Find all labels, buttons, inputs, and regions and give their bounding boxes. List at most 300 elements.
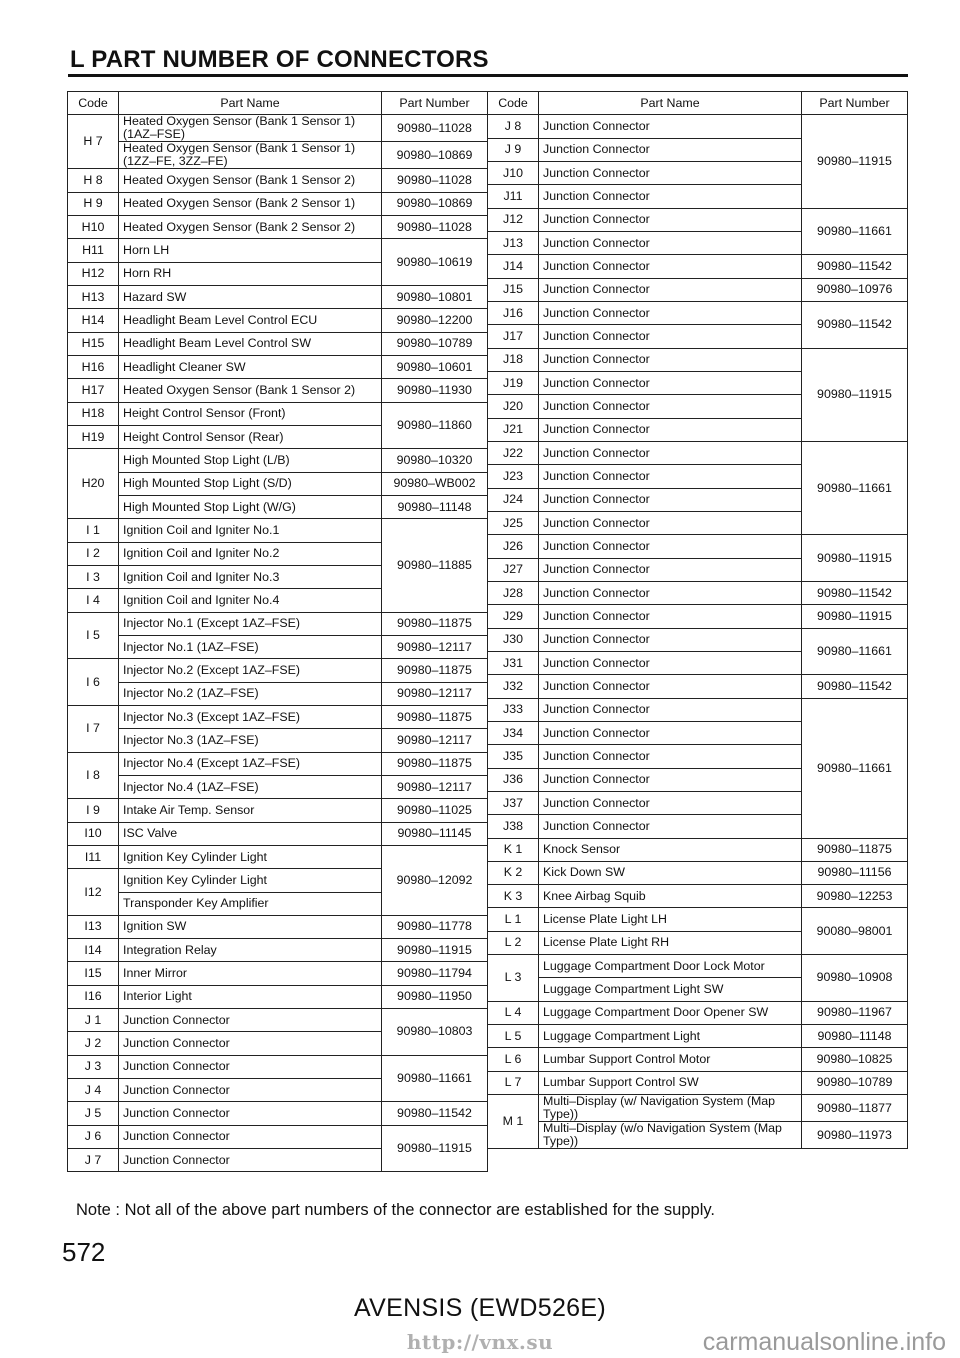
cell-part-name: High Mounted Stop Light (S/D)	[119, 472, 382, 495]
header-part-name: Part Name	[119, 92, 382, 115]
header-part-name: Part Name	[539, 92, 802, 115]
cell-part-name: License Plate Light LH	[539, 908, 802, 931]
table-row	[68, 519, 488, 542]
cell-code: H14	[68, 309, 119, 332]
cell-part-number: 90080–98001	[802, 908, 908, 955]
cell-part-number: 90980–11028	[382, 115, 488, 142]
cell-part-name: Junction Connector	[539, 651, 802, 674]
cell-code: J 4	[68, 1079, 119, 1102]
cell-part-number: 90980–11028	[382, 169, 488, 192]
cell-part-number: 90980–WB002	[382, 472, 488, 495]
cell-code: I12	[68, 869, 119, 916]
cell-code: J 2	[68, 1032, 119, 1055]
cell-part-name: Junction Connector	[539, 115, 802, 138]
cell-code: J 7	[68, 1149, 119, 1172]
cell-part-name: Multi–Display (w/ Navigation System (Map Type))	[539, 1095, 802, 1122]
table-row	[68, 192, 488, 215]
cell-part-name: Headlight Beam Level Control ECU	[119, 309, 382, 332]
table-row	[68, 939, 488, 962]
table-row	[68, 142, 488, 169]
cell-code: J18	[488, 348, 539, 371]
table-row	[488, 1095, 908, 1122]
cell-code: L 3	[488, 955, 539, 1002]
cell-part-number: 90980–11877	[802, 1095, 908, 1122]
cell-part-name: Junction Connector	[539, 605, 802, 628]
cell-code: L 7	[488, 1071, 539, 1094]
cell-part-name: Injector No.4 (Except 1AZ–FSE)	[119, 752, 382, 775]
cell-code: J 6	[68, 1125, 119, 1148]
table-row	[488, 1025, 908, 1048]
cell-part-name: Headlight Cleaner SW	[119, 355, 382, 378]
cell-part-name: Lumbar Support Control SW	[539, 1071, 802, 1094]
cell-code: I 3	[68, 565, 119, 588]
cell-part-number: 90980–10789	[802, 1071, 908, 1094]
cell-code: J35	[488, 745, 539, 768]
table-row	[68, 752, 488, 775]
cell-part-name: Ignition Coil and Igniter No.1	[119, 519, 382, 542]
table-row	[68, 472, 488, 495]
cell-code: I 8	[68, 752, 119, 799]
table-row	[488, 861, 908, 884]
table-row	[68, 729, 488, 752]
cell-part-name: ISC Valve	[119, 822, 382, 845]
cell-code: J34	[488, 721, 539, 744]
cell-part-name: Heated Oxygen Sensor (Bank 1 Sensor 2)	[119, 379, 382, 402]
cell-part-name: Horn RH	[119, 262, 382, 285]
cell-code: J28	[488, 581, 539, 604]
cell-code: J26	[488, 535, 539, 558]
cell-part-number: 90980–12253	[802, 885, 908, 908]
cell-part-name: High Mounted Stop Light (L/B)	[119, 449, 382, 472]
cell-code: L 6	[488, 1048, 539, 1071]
table-row	[488, 278, 908, 301]
cell-part-name: Ignition SW	[119, 915, 382, 938]
table-row	[68, 115, 488, 142]
cell-code: J17	[488, 325, 539, 348]
cell-part-number: 90980–10619	[382, 239, 488, 286]
table-row	[68, 845, 488, 868]
table-row	[488, 1001, 908, 1024]
cell-code: K 1	[488, 838, 539, 861]
cell-part-number: 90980–10869	[382, 142, 488, 169]
cell-part-name: Junction Connector	[119, 1125, 382, 1148]
page-title: L PART NUMBER OF CONNECTORS	[70, 46, 489, 73]
cell-part-name: Lumbar Support Control Motor	[539, 1048, 802, 1071]
cell-part-name: Multi–Display (w/o Navigation System (Map Type))	[539, 1122, 802, 1149]
cell-code: I 6	[68, 659, 119, 706]
table-row	[68, 1102, 488, 1125]
cell-code: J12	[488, 208, 539, 231]
cell-part-number: 90980–11028	[382, 215, 488, 238]
cell-part-number: 90980–11973	[802, 1122, 908, 1149]
cell-part-number: 90980–11661	[802, 441, 908, 534]
cell-part-number: 90980–10825	[802, 1048, 908, 1071]
cell-part-name: Ignition Key Cylinder Light	[119, 845, 382, 868]
cell-part-number: 90980–11542	[802, 255, 908, 278]
cell-part-name: Junction Connector	[119, 1055, 382, 1078]
table-row	[68, 659, 488, 682]
table-row	[488, 628, 908, 651]
table-row	[488, 838, 908, 861]
table-row	[68, 985, 488, 1008]
cell-part-name: Knee Airbag Squib	[539, 885, 802, 908]
cell-part-name: Junction Connector	[539, 231, 802, 254]
cell-part-number: 90980–12117	[382, 775, 488, 798]
cell-part-name: Height Control Sensor (Front)	[119, 402, 382, 425]
cell-code: J 1	[68, 1009, 119, 1032]
cell-code: J24	[488, 488, 539, 511]
cell-code: J 9	[488, 138, 539, 161]
cell-code: J14	[488, 255, 539, 278]
cell-code: I 4	[68, 589, 119, 612]
cell-part-name: Junction Connector	[539, 675, 802, 698]
table-row	[68, 449, 488, 472]
cell-part-number: 90980–11661	[802, 698, 908, 838]
cell-code: H 9	[68, 192, 119, 215]
cell-code: I16	[68, 985, 119, 1008]
cell-part-number: 90980–11542	[802, 301, 908, 348]
cell-part-number: 90980–10801	[382, 285, 488, 308]
cell-part-name: High Mounted Stop Light (W/G)	[119, 495, 382, 518]
cell-part-name: Junction Connector	[539, 721, 802, 744]
table-row	[488, 605, 908, 628]
cell-part-name: Heated Oxygen Sensor (Bank 1 Sensor 1) (1ZZ–FE, 3ZZ–FE)	[119, 142, 382, 169]
table-row	[68, 1055, 488, 1078]
cell-part-name: Injector No.1 (Except 1AZ–FSE)	[119, 612, 382, 635]
cell-code: I 1	[68, 519, 119, 542]
cell-code: J29	[488, 605, 539, 628]
cell-part-name: Junction Connector	[539, 185, 802, 208]
cell-part-number: 90980–11915	[802, 115, 908, 208]
cell-part-number: 90980–11860	[382, 402, 488, 449]
cell-part-number: 90980–11875	[382, 752, 488, 775]
cell-part-number: 90980–11915	[802, 348, 908, 441]
cell-part-number: 90980–12117	[382, 635, 488, 658]
cell-part-number: 90980–11542	[802, 581, 908, 604]
cell-part-number: 90980–11915	[382, 939, 488, 962]
cell-part-number: 90980–11661	[382, 1055, 488, 1102]
cell-part-name: Luggage Compartment Light	[539, 1025, 802, 1048]
cell-part-name: Kick Down SW	[539, 861, 802, 884]
cell-part-name: Interior Light	[119, 985, 382, 1008]
cell-part-number: 90980–11950	[382, 985, 488, 1008]
table-header-row	[488, 92, 908, 115]
cell-part-name: Junction Connector	[119, 1149, 382, 1172]
cell-part-name: Junction Connector	[539, 465, 802, 488]
table-row	[488, 255, 908, 278]
cell-part-number: 90980–10908	[802, 955, 908, 1002]
cell-code: H13	[68, 285, 119, 308]
table-row	[488, 535, 908, 558]
cell-code: J11	[488, 185, 539, 208]
cell-part-name: Luggage Compartment Light SW	[539, 978, 802, 1001]
cell-part-name: Heated Oxygen Sensor (Bank 2 Sensor 2)	[119, 215, 382, 238]
cell-code: H19	[68, 425, 119, 448]
model-label: AVENSIS (EWD526E)	[354, 1294, 606, 1322]
table-row	[68, 705, 488, 728]
table-row	[488, 348, 908, 371]
cell-part-name: Ignition Coil and Igniter No.4	[119, 589, 382, 612]
cell-part-name: Junction Connector	[119, 1079, 382, 1102]
cell-part-name: Injector No.2 (1AZ–FSE)	[119, 682, 382, 705]
cell-part-name: Height Control Sensor (Rear)	[119, 425, 382, 448]
cell-code: J21	[488, 418, 539, 441]
cell-part-name: Junction Connector	[539, 278, 802, 301]
cell-code: H10	[68, 215, 119, 238]
cell-code: H16	[68, 355, 119, 378]
cell-code: I14	[68, 939, 119, 962]
table-row	[68, 355, 488, 378]
connector-table-left	[67, 91, 488, 1172]
cell-code: I11	[68, 845, 119, 868]
cell-code: J25	[488, 511, 539, 534]
cell-part-number: 90980–11875	[802, 838, 908, 861]
cell-code: I 9	[68, 799, 119, 822]
table-row	[488, 581, 908, 604]
cell-code: J38	[488, 815, 539, 838]
cell-part-name: Junction Connector	[539, 301, 802, 324]
cell-part-number: 90980–11778	[382, 915, 488, 938]
table-row	[68, 379, 488, 402]
cell-code: K 2	[488, 861, 539, 884]
table-row	[488, 955, 908, 978]
cell-code: L 4	[488, 1001, 539, 1024]
table-row	[68, 612, 488, 635]
cell-part-name: Integration Relay	[119, 939, 382, 962]
table-row	[488, 441, 908, 464]
cell-code: H 7	[68, 115, 119, 169]
cell-part-name: Inner Mirror	[119, 962, 382, 985]
cell-part-name: Junction Connector	[539, 348, 802, 371]
cell-part-name: Junction Connector	[539, 161, 802, 184]
cell-part-number: 90980–11915	[802, 535, 908, 582]
cell-code: J22	[488, 441, 539, 464]
cell-part-name: Junction Connector	[539, 138, 802, 161]
cell-part-number: 90980–10601	[382, 355, 488, 378]
table-header-row	[68, 92, 488, 115]
cell-part-name: Junction Connector	[539, 815, 802, 838]
supply-note: Note : Not all of the above part numbers of the connector are established for the supply.	[76, 1201, 715, 1219]
cell-part-name: Headlight Beam Level Control SW	[119, 332, 382, 355]
table-row	[68, 332, 488, 355]
cell-part-number: 90980–10789	[382, 332, 488, 355]
table-row	[488, 1122, 908, 1149]
cell-code: H11	[68, 239, 119, 262]
cell-part-number: 90980–11542	[802, 675, 908, 698]
page-number: 572	[62, 1237, 106, 1267]
connector-table-right	[487, 91, 908, 1149]
cell-code: H15	[68, 332, 119, 355]
table-row	[488, 885, 908, 908]
cell-code: J19	[488, 371, 539, 394]
header-code: Code	[488, 92, 539, 115]
cell-part-number: 90980–10976	[802, 278, 908, 301]
cell-part-name: Junction Connector	[539, 535, 802, 558]
cell-code: J27	[488, 558, 539, 581]
table-row	[488, 208, 908, 231]
table-row	[488, 115, 908, 138]
cell-part-name: Junction Connector	[539, 581, 802, 604]
cell-part-name: Knock Sensor	[539, 838, 802, 861]
cell-part-number: 90980–12117	[382, 729, 488, 752]
cell-part-number: 90980–11148	[382, 495, 488, 518]
cell-part-number: 90980–11875	[382, 612, 488, 635]
cell-code: H12	[68, 262, 119, 285]
cell-part-name: Horn LH	[119, 239, 382, 262]
cell-code: L 2	[488, 931, 539, 954]
cell-part-name: Ignition Coil and Igniter No.2	[119, 542, 382, 565]
table-row	[68, 169, 488, 192]
table-row	[68, 1125, 488, 1148]
cell-part-number: 90980–11875	[382, 705, 488, 728]
cell-part-number: 90980–10869	[382, 192, 488, 215]
cell-code: J30	[488, 628, 539, 651]
cell-code: M 1	[488, 1095, 539, 1149]
table-row	[488, 1071, 908, 1094]
cell-part-name: Luggage Compartment Door Lock Motor	[539, 955, 802, 978]
cell-part-number: 90980–11794	[382, 962, 488, 985]
cell-code: K 3	[488, 885, 539, 908]
table-row	[68, 495, 488, 518]
cell-part-number: 90980–11930	[382, 379, 488, 402]
cell-part-number: 90980–11885	[382, 519, 488, 612]
cell-part-name: Junction Connector	[539, 255, 802, 278]
cell-code: L 1	[488, 908, 539, 931]
table-row	[68, 682, 488, 705]
cell-part-number: 90980–11967	[802, 1001, 908, 1024]
cell-part-name: Junction Connector	[539, 745, 802, 768]
cell-code: J31	[488, 651, 539, 674]
cell-code: J10	[488, 161, 539, 184]
cell-part-name: Injector No.3 (Except 1AZ–FSE)	[119, 705, 382, 728]
cell-part-name: Junction Connector	[539, 208, 802, 231]
cell-code: J 8	[488, 115, 539, 138]
cell-part-name: Heated Oxygen Sensor (Bank 1 Sensor 1) (1AZ–FSE)	[119, 115, 382, 142]
table-row	[68, 799, 488, 822]
table-row	[488, 301, 908, 324]
cell-part-name: Junction Connector	[539, 791, 802, 814]
cell-part-number: 90980–11542	[382, 1102, 488, 1125]
cell-part-name: License Plate Light RH	[539, 931, 802, 954]
cell-code: J15	[488, 278, 539, 301]
cell-part-name: Luggage Compartment Door Opener SW	[539, 1001, 802, 1024]
title-rule	[68, 74, 908, 77]
cell-code: H 8	[68, 169, 119, 192]
cell-code: J 5	[68, 1102, 119, 1125]
cell-code: J13	[488, 231, 539, 254]
cell-part-name: Junction Connector	[539, 371, 802, 394]
cell-part-name: Junction Connector	[119, 1102, 382, 1125]
cell-code: J36	[488, 768, 539, 791]
cell-code: I13	[68, 915, 119, 938]
cell-code: J33	[488, 698, 539, 721]
cell-code: J23	[488, 465, 539, 488]
cell-code: J32	[488, 675, 539, 698]
cell-part-name: Heated Oxygen Sensor (Bank 2 Sensor 1)	[119, 192, 382, 215]
header-code: Code	[68, 92, 119, 115]
cell-part-number: 90980–11915	[382, 1125, 488, 1172]
table-row	[68, 239, 488, 262]
cell-code: J16	[488, 301, 539, 324]
cell-code: H18	[68, 402, 119, 425]
cell-part-name: Transponder Key Amplifier	[119, 892, 382, 915]
cell-part-name: Junction Connector	[539, 628, 802, 651]
table-row	[488, 698, 908, 721]
table-row	[488, 675, 908, 698]
table-row	[488, 908, 908, 931]
header-part-number: Part Number	[382, 92, 488, 115]
header-part-number: Part Number	[802, 92, 908, 115]
table-row	[68, 309, 488, 332]
cell-part-name: Junction Connector	[119, 1032, 382, 1055]
watermark-url[interactable]: http://vnx.su	[406, 1330, 554, 1354]
cell-part-number: 90980–11148	[802, 1025, 908, 1048]
watermark-site: carmanualsonline.info	[702, 1328, 946, 1356]
cell-part-number: 90980–11915	[802, 605, 908, 628]
cell-part-name: Junction Connector	[539, 418, 802, 441]
table-row	[68, 775, 488, 798]
cell-part-number: 90980–10803	[382, 1009, 488, 1056]
cell-code: I15	[68, 962, 119, 985]
cell-code: H20	[68, 449, 119, 519]
cell-part-number: 90980–11145	[382, 822, 488, 845]
table-row	[68, 1009, 488, 1032]
cell-part-name: Junction Connector	[539, 511, 802, 534]
cell-part-name: Junction Connector	[119, 1009, 382, 1032]
cell-part-name: Ignition Coil and Igniter No.3	[119, 565, 382, 588]
cell-code: J 3	[68, 1055, 119, 1078]
cell-part-number: 90980–11025	[382, 799, 488, 822]
table-row	[68, 285, 488, 308]
cell-part-name: Junction Connector	[539, 488, 802, 511]
cell-code: I 7	[68, 705, 119, 752]
table-row	[68, 915, 488, 938]
table-row	[68, 215, 488, 238]
cell-part-number: 90980–10320	[382, 449, 488, 472]
cell-code: J37	[488, 791, 539, 814]
table-row	[68, 962, 488, 985]
cell-part-number: 90980–11875	[382, 659, 488, 682]
cell-code: H17	[68, 379, 119, 402]
table-row	[68, 402, 488, 425]
cell-part-name: Junction Connector	[539, 768, 802, 791]
table-row	[488, 1048, 908, 1071]
cell-part-name: Junction Connector	[539, 325, 802, 348]
cell-part-number: 90980–12117	[382, 682, 488, 705]
cell-code: I 2	[68, 542, 119, 565]
cell-code: J20	[488, 395, 539, 418]
cell-code: I 5	[68, 612, 119, 659]
cell-part-number: 90980–11661	[802, 208, 908, 255]
cell-part-name: Hazard SW	[119, 285, 382, 308]
cell-part-name: Injector No.3 (1AZ–FSE)	[119, 729, 382, 752]
cell-part-name: Heated Oxygen Sensor (Bank 1 Sensor 2)	[119, 169, 382, 192]
cell-part-name: Junction Connector	[539, 441, 802, 464]
cell-part-number: 90980–12200	[382, 309, 488, 332]
cell-part-number: 90980–11156	[802, 861, 908, 884]
cell-part-name: Junction Connector	[539, 698, 802, 721]
cell-code: L 5	[488, 1025, 539, 1048]
cell-part-name: Intake Air Temp. Sensor	[119, 799, 382, 822]
table-row	[68, 635, 488, 658]
cell-part-number: 90980–11661	[802, 628, 908, 675]
cell-part-name: Junction Connector	[539, 558, 802, 581]
cell-part-name: Injector No.1 (1AZ–FSE)	[119, 635, 382, 658]
cell-part-name: Ignition Key Cylinder Light	[119, 869, 382, 892]
cell-part-name: Injector No.4 (1AZ–FSE)	[119, 775, 382, 798]
cell-part-number: 90980–12092	[382, 845, 488, 915]
cell-code: I10	[68, 822, 119, 845]
